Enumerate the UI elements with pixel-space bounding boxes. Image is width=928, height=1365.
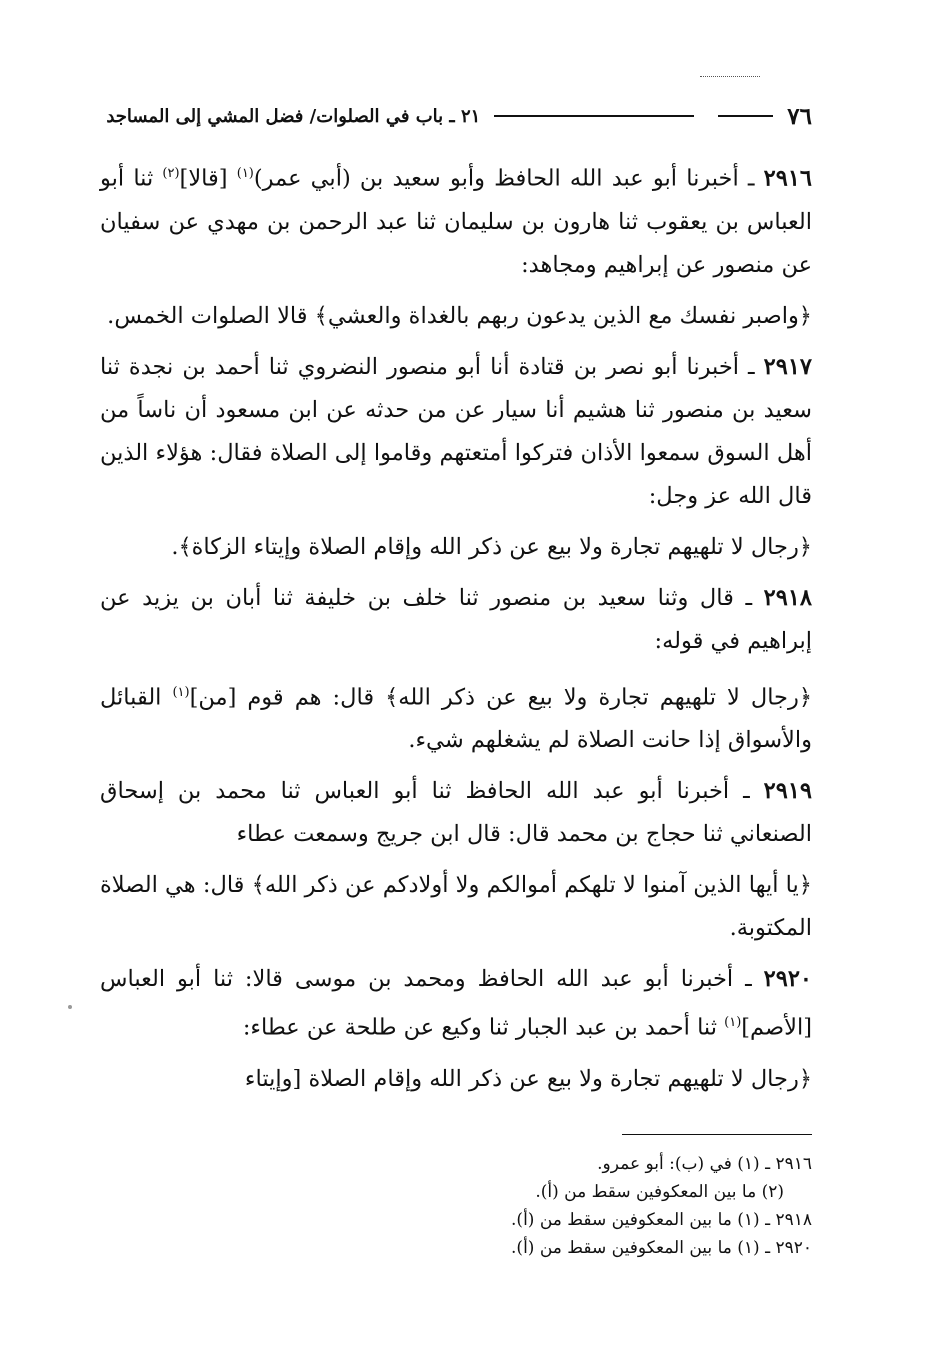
footnote-rule: [622, 1134, 812, 1135]
header-rule-short: [718, 115, 773, 117]
footnote: ٢٩١٦ ـ (١) في (ب): أبو عمرو.: [597, 1154, 812, 1174]
footnote: (٢) ما بين المعكوفين سقط من (أ).: [535, 1182, 784, 1202]
main-text: [100, 152, 812, 1109]
footnote-marker: (١): [236, 166, 254, 181]
quote-text: القبائل والأسواق إذا حانت الصلاة لم يشغلهم شيء.: [100, 684, 812, 753]
footnote: ٢٩١٨ ـ (١) ما بين المعكوفين سقط من (أ).: [511, 1210, 812, 1230]
hadith-text: ـ أخبرنا أبو نصر بن قتادة أنا أبو منصور النضروي ثنا أحمد بن نجدة ثنا سعيد بن منصور ثنا هشيم أنا سيار عن من حدثه عن ابن مسعود أن ناساً من أهل السوق سمعوا الأذان فتركوا أمتعتهم وقاموا إلى الصلاة فقال: هؤلاء الذين قال الله عز وجل:: [100, 353, 812, 509]
header-rule: [494, 115, 694, 117]
hadith-text: ثنا أحمد بن عبد الجبار ثنا وكيع عن طلحة عن عطاء:: [242, 1014, 725, 1041]
footnote-marker: (١): [172, 684, 190, 700]
hadith-2919: [100, 770, 812, 856]
footnote: ٢٩٢٠ ـ (١) ما بين المعكوفين سقط من (أ).: [511, 1238, 812, 1258]
quran-quote: [100, 671, 812, 763]
quote-text: ﴿يا أيها الذين آمنوا لا تلهكم أموالكم ولا أولادكم عن ذكر الله﴾ قال: هي الصلاة المكتوبة.: [100, 872, 812, 941]
page-number: ٧٦: [787, 102, 812, 130]
quran-quote: [100, 526, 812, 569]
quote-text: ﴿رجال لا تلهيهم تجارة ولا بيع عن ذكر الله وإقام الصلاة [وإيتاء: [244, 1065, 812, 1092]
hadith-number: ٢٩١٦: [763, 165, 812, 192]
quote-text: ﴿رجال لا تلهيهم تجارة ولا بيع عن ذكر الله وإقام الصلاة وإيتاء الزكاة﴾.: [171, 533, 812, 560]
quote-text: ﴿رجال لا تلهيهم تجارة ولا بيع عن ذكر الله﴾ قال: هم قوم [من]: [189, 684, 813, 710]
footnote-marker: (١): [724, 1015, 742, 1030]
hadith-number: ٢٩١٨: [763, 584, 812, 611]
hadith-text: ـ أخبرنا أبو عبد الله الحافظ وأبو سعيد بن (أبي عمر): [253, 165, 764, 192]
hadith-text: ـ أخبرنا أبو عبد الله الحافظ ثنا أبو العباس ثنا محمد بن إسحاق الصنعاني ثنا حجاج بن محمد قال: قال ابن جريج وسمعت عطاء: [100, 778, 812, 847]
footnote-marker: (٢): [162, 166, 180, 181]
scan-speck: [68, 1005, 72, 1009]
hadith-text: ـ قال وثنا سعيد بن منصور ثنا خلف بن خليفة ثنا أبان بن يزيد عن إبراهيم في قوله:: [100, 584, 812, 654]
hadith-2917: [100, 346, 812, 518]
hadith-2916: [100, 152, 812, 287]
running-head: ٢١ ـ باب في الصلوات/ فضل المشي إلى المساجد: [106, 105, 481, 127]
hadith-text: ـ أخبرنا أبو عبد الله الحافظ ومحمد بن موسى قالا: ثنا أبو العباس [الأصم]: [100, 966, 812, 1041]
hadith-2918: [100, 577, 812, 663]
hadith-text: ثنا أبو العباس بن يعقوب ثنا هارون بن سليمان ثنا عبد الرحمن بن مهدي عن سفيان عن منصور عن إبراهيم ومجاهد:: [100, 165, 812, 278]
quran-quote: [100, 295, 812, 338]
hadith-number: ٢٩٢٠: [763, 966, 812, 992]
scan-mark: [700, 76, 760, 77]
page-header: [100, 98, 812, 134]
quran-quote: [100, 864, 812, 950]
footnotes: [300, 1150, 812, 1262]
quran-quote: [100, 1058, 812, 1101]
hadith-2920: [100, 958, 812, 1050]
hadith-text: [قالا]: [179, 165, 237, 192]
hadith-number: ٢٩١٧: [763, 353, 812, 380]
quote-text: ﴿واصبر نفسك مع الذين يدعون ربهم بالغداة والعشي﴾ قالا الصلوات الخمس.: [107, 302, 812, 329]
hadith-number: ٢٩١٩: [763, 778, 812, 804]
